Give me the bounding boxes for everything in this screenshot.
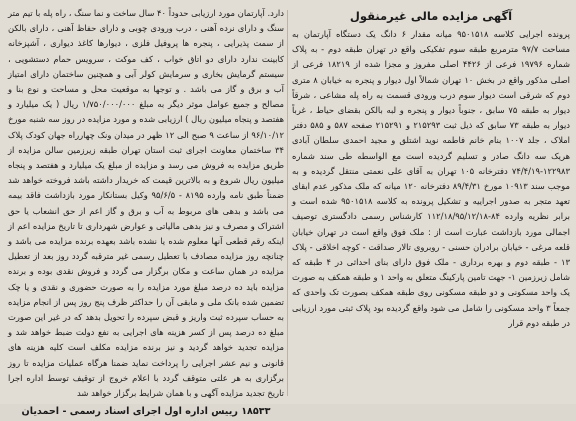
notice-right-column <box>292 6 570 398</box>
notice-title: آگهی مزایده مالی غیرمنقول <box>349 9 513 23</box>
notice-body-left: دارد. آپارتمان مورد ارزیابی حدوداً ۴۰ سال ساخت و نما سنگ ، راه پله با تیم متر سنگ و دارای نرده آهنی ، درب ورودی چوبی و دارای حفاظ آهنی ، دارای بالکن از سمت پذیرایی ، پنجره ها پروفیل فلزی ، دیوارها کاغذ دیواری ، آشپزخانه کابینت ندارد دارای دو اتاق خواب ، کف موکت ، سرویس حمام دستشویی ، سیستم گرمایش بخاری و سرمایش کولر آبی و همچنین ساختمان دارای امتیاز آب و برق و گاز می باشد . و توجها به موقعیت محل و مساحت و نوع بنا و مصالح و جمیع عوامل موثر دیگر به مبلغ ۱/۷۵۰/۰۰۰/۰۰۰ ریال ( یک میلیارد و هفتصد و پنجاه میلیون ریال ) ارزیابی شده و مورد مزایده در روز سه شنبه مورخ ۹۶/۱۰/۱۲ از ساعت ۹ صبح الی ۱۲ ظهر در میدان ونک چهارراه جهان کودک پلاک ۳۴ ساختمان معاونت اجرای ثبت استان تهران طبقه زیرزمین سالن مزایده از طریق مزایده به فروش می رسد و مزایده از مبلغ یک میلیارد و هفتصد و پنجاه میلیون ریال شروع و به بالاترین قیمت که خریدار داشته باشد فروخته خواهد شد ضمناً طبق نامه وارده ۸۱۹۵ - ۹۵/۶/۵ وکیل بستانکار مورد بازداشت فاقد بیمه می باشد و بدهی های مربوط به آب و برق و گاز اعم از حق انشعاب یا حق اشتراک و مصرف و نیز بدهی مالیاتی و عوارض شهرداری تا تاریخ مزایده اعم از اینکه رقم قطعی آنها معلوم شده یا نشده باشد بعهده برنده مزایده می باشد و چنانچه روز مزایده مصادف با تعطیل رسمی غیر مترقبه گردد روز بعد از تعطیل مزایده در همان ساعت و مکان برگزار می گردد و فروش نقدی بوده و برنده مزایده باید ده درصد مبلغ مورد مزایده را به صورت حضوری و نقدی و یا چک تضمین شده بانک ملی و مابقی آن را حداکثر ظرف پنج روز پس از انجام مزایده به حساب سپرده ثبت واریز و قبض سپرده را تحویل بدهد که در غیر این صورت مبلغ ده درصد پس از کسر هزینه های اجرایی به نفع دولت ضبط خواهد شد و مزایده تجدید خواهد گردید و نیز برنده مزایده مکلف است کلیه هزینه های قانونی و نیم عشر اجرایی را پرداخت نماید ضمنا هرگاه عملیات مزایده تا روز برگزاری به هر علتی متوقف گردد با اعلام خروج از توقیف توسط اداره اجرا تاریخ تجدید مزایده آگهی و با همان شرایط برگزار خواهد شد <box>8 8 285 399</box>
notice-signature: ۱۸۵۳۳ رییس اداره اول اجرای اسناد رسمی - احمدیان <box>21 406 271 418</box>
notice-left-column <box>8 6 285 418</box>
notice-body-right: پرونده اجرایی کلاسه ۹۵۰۱۵۱۸ میانه مقدار ۶ دانگ یک دستگاه آپارتمان به مساحت ۹۷/۷ مترمربع طبقه سوم تفکیکی واقع در تهران طبقه دوم - به پلاک شماره ۱۹۷۹۶ فرعی از ۴۴۲۶ اصلی مفروز و مجزا شده از ۱۸۲۱۹ فرعی از اصلی مذکور واقع در بخش ۱۰ تهران شمالاً اول دیوار و پنجره به خیابان ۸ متری دوم که شرقی است دیوار سوم درب ورودی قسمت به راه پله مشاعی ، شرقاً دیوار به طبقه ۷۵ سابق ، جنوباً دیوار و پنجره و لبه بالکن بقضای حیاط ، غرباً دیوار به طبقه ۷۳ سابق که ذیل ثبت ۲۱۵۲۹۳ و ۲۱۵۲۹۱ صفحه ۵۸۷ و ۵۸۵ دفتر املاک ، جلد ۱۰۰۷ بنام خانم فاطمه نوید اشتلق و مجید احمدی سلطان آبادی هریک سه دانگ صادر و تسلیم گردیده است مع الواسطه طی سند شماره ۱۲۲۹۸۳-۷۴/۴/۱۹ دفترخانه ۱۰۵ تهران به آقای علی نعمتی منتقل گردیده و به موجب سند ۱۰۹۱۳ مورخ ۸۹/۴/۳۱ دفترخانه ۱۲۰ میانه که ملک مذکور عدم ابقای تعهد متجر به صدور اجراییه و تشکیل پرونده به کلاسه ۹۵۰۱۵۱۸ شده است و برابر نظریه وارده ۸۴-۱۱۲/۱۸/۹۵/۱۲/۱۸ کارشناس رسمی دادگستری توصیف اجمالی مورد بازداشت عبارت است از : ملک فوق واقع است در تهران خیابان قلعه مرغی - خیابان برادران حسنی - روبروی تالار صداقت - کوچه اخلاقی - پلاک ۱۳ - طبقه دوم و بهره برداری - ملک فوق دارای بنای احداثی در ۴ طبقه که شامل زیرزمین ۱- جهت تامین پارکینگ متعلق به واحد ۱ و طبقه همکف به صورت یک واحد مسکونی و دو طبقه مسکونی روی طبقه همکف بصورت تک واحدی که جمعاً ۳ واحد مسکونی را شامل می شود واقع گردیده بود پلاک ثبتی مورد ارزیابی در طبقه دوم قرار <box>292 29 571 328</box>
column-divider <box>287 10 288 396</box>
